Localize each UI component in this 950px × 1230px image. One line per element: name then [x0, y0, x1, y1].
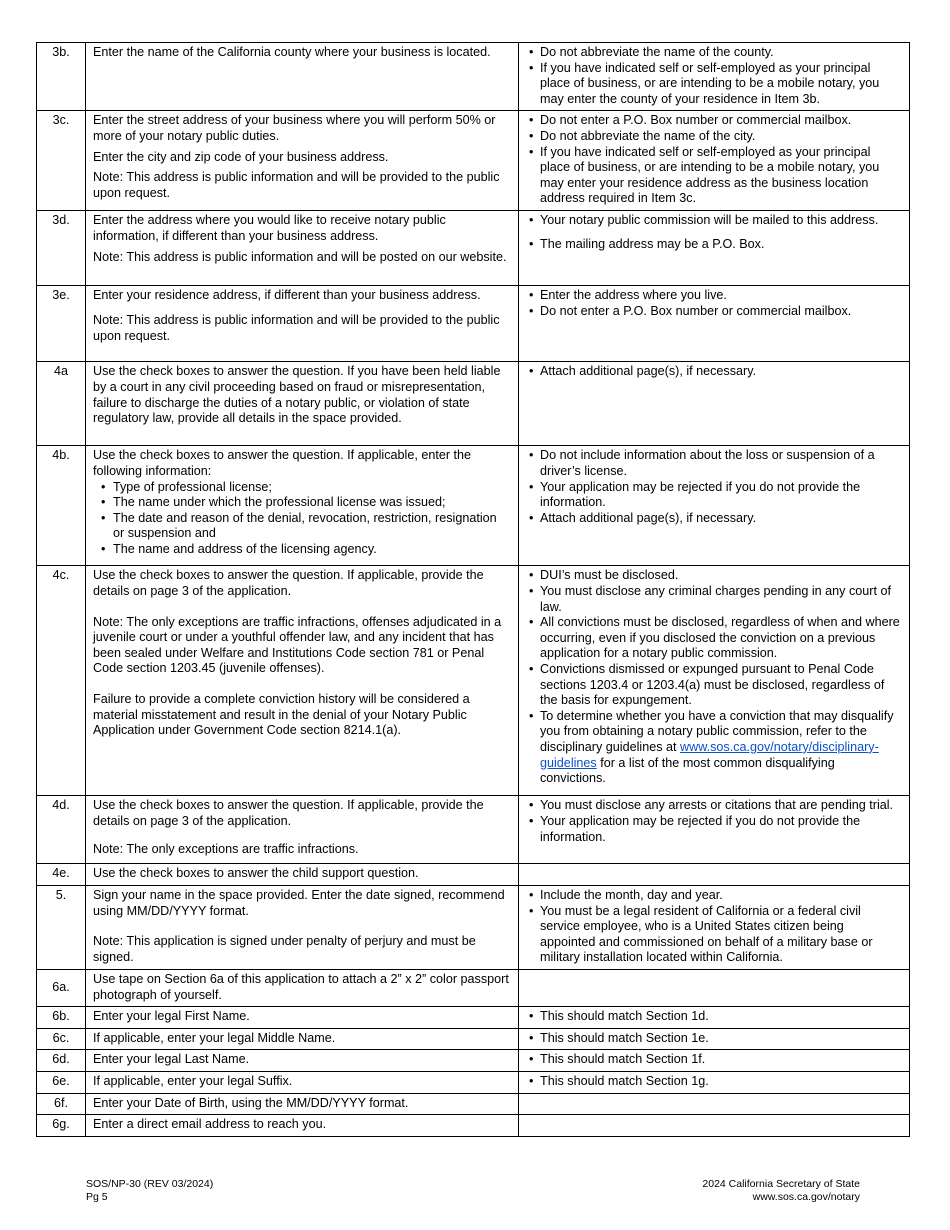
sub-item: • The name and address of the licensing agency. — [93, 542, 511, 558]
item-number: 4c. — [37, 566, 86, 796]
item-number: 3e. — [37, 286, 86, 362]
notes-cell — [519, 111, 910, 211]
instruction-text: Enter the address where you would like to receive notary public information, if different than your business address. — [93, 213, 446, 243]
row-4c — [37, 566, 910, 796]
item-number: 4a — [37, 362, 86, 446]
note-item: • Attach additional page(s), if necessary. — [526, 511, 902, 527]
instructions-cell — [86, 796, 519, 864]
instructions-cell — [86, 969, 519, 1006]
item-number: 6b. — [37, 1007, 86, 1029]
instruction-text: Use the check boxes to answer the question. If you have been held liable by a court in any civil proceeding based on fraud or misrepresentation, failure to discharge the duties of a notary public, or violation of state regulatory law, provide all details in the space provided. — [93, 364, 501, 426]
item-number: 3d. — [37, 211, 86, 286]
notes-cell — [519, 286, 910, 362]
item-number: 6e. — [37, 1071, 86, 1093]
sub-item: • The name under which the professional license was issued; — [93, 495, 511, 511]
website: www.sos.ca.gov/notary — [752, 1191, 860, 1203]
row-6c — [37, 1028, 910, 1050]
instructions-cell — [86, 1007, 519, 1029]
instructions-cell — [86, 211, 519, 286]
form-id: SOS/NP-30 (REV 03/2024) — [86, 1178, 214, 1190]
note-item: • The mailing address may be a P.O. Box. — [526, 237, 902, 253]
instruction-note: Note: The only exceptions are traffic infractions, offenses adjudicated in a juvenile court or under a youthful offender law, and any incident that has been sealed under Welfare and Institutions Code section 781 or Penal Code section 1203.45 (juvenile offenses). — [93, 614, 502, 676]
instruction-text: Enter the street address of your business where you will perform 50% or more of your notary public duties. — [93, 113, 496, 143]
footer-form-info — [86, 1178, 213, 1204]
row-3d — [37, 211, 910, 286]
note-item: • Your notary public commission will be mailed to this address. — [526, 213, 902, 229]
row-6d — [37, 1050, 910, 1072]
note-text: To determine whether you have a conviction that may disqualify you from obtaining a notary public commission, refer to the disciplinary guidelines at — [540, 708, 894, 754]
instruction-text: Use the check boxes to answer the question. If applicable, provide the details on page 3 of the application. — [93, 568, 484, 598]
instructions-cell — [86, 1071, 519, 1093]
row-4d — [37, 796, 910, 864]
instructions-cell — [86, 566, 519, 796]
row-4a — [37, 362, 910, 446]
instruction-note: Note: This address is public information and will be provided to the public upon request. — [93, 312, 500, 343]
row-3c — [37, 111, 910, 211]
notes-cell — [519, 969, 910, 1006]
note-item: • Enter the address where you live. — [526, 288, 902, 304]
row-4e — [37, 864, 910, 886]
page-number: Pg 5 — [86, 1191, 108, 1203]
item-number: 6c. — [37, 1028, 86, 1050]
notes-cell — [519, 362, 910, 446]
notes-cell — [519, 1093, 910, 1115]
instruction-text: Enter your residence address, if different than your business address. — [93, 288, 481, 303]
note-item: • Do not enter a P.O. Box number or commercial mailbox. — [526, 113, 902, 129]
instructions-table — [36, 42, 910, 1137]
note-item: • DUI’s must be disclosed. — [526, 568, 902, 584]
note-item: • Do not abbreviate the name of the county. — [526, 45, 902, 61]
note-item: • Do not include information about the loss or suspension of a driver’s license. — [526, 448, 902, 479]
item-number: 6f. — [37, 1093, 86, 1115]
instruction-text: Enter the name of the California county where your business is located. — [93, 45, 491, 59]
item-number: 4b. — [37, 446, 86, 566]
notes-cell — [519, 211, 910, 286]
note-item: • You must be a legal resident of California or a federal civil service employee, who is a United States citizen being appointed and commissioned on behalf of a military base or military installation located within California. — [526, 904, 902, 966]
item-number: 5. — [37, 885, 86, 969]
note-item: • This should match Section 1e. — [526, 1031, 902, 1047]
instructions-cell — [86, 864, 519, 886]
disciplinary-guidelines-link[interactable]: www.sos.ca.gov/notary/disciplinary-guidelines — [540, 739, 879, 770]
row-6b — [37, 1007, 910, 1029]
notes-cell — [519, 1050, 910, 1072]
instruction-text: Use the check boxes to answer the child support question. — [93, 866, 419, 881]
instruction-text: Enter your legal First Name. — [93, 1009, 250, 1024]
instructions-cell — [86, 1093, 519, 1115]
item-number: 3c. — [37, 111, 86, 211]
item-number: 3b. — [37, 43, 86, 111]
note-text: for a list of the most common disqualifying convictions. — [540, 755, 835, 786]
notes-cell — [519, 1007, 910, 1029]
item-number: 6a. — [37, 969, 86, 1006]
item-number: 4d. — [37, 796, 86, 864]
note-item: • Include the month, day and year. — [526, 888, 902, 904]
row-3e — [37, 286, 910, 362]
note-item: • This should match Section 1f. — [526, 1052, 902, 1068]
note-item: • Your application may be rejected if you do not provide the information. — [526, 480, 902, 511]
sub-item: • Type of professional license; — [93, 480, 511, 496]
instruction-text: Failure to provide a complete conviction history will be considered a material misstatement and result in the denial of your Notary Public Application under Government Code section 8214.1(a). — [93, 691, 470, 738]
note-item: • Do not abbreviate the name of the city. — [526, 129, 902, 145]
note-item: • If you have indicated self or self-employed as your principal place of business, or are intending to be a mobile notary, you may enter your residence address as the business location address required in Item 3c. — [526, 145, 902, 207]
instruction-text: Use the check boxes to answer the question. If applicable, provide the details on page 3 of the application. — [93, 798, 484, 828]
note-item: • All convictions must be disclosed, regardless of when and where occurring, even if you disclosed the conviction on a previous application for a notary public commission. — [526, 615, 902, 662]
instruction-text: Use the check boxes to answer the question. If applicable, enter the following information: — [93, 448, 472, 478]
instructions-cell — [86, 111, 519, 211]
instruction-text: Enter your Date of Birth, using the MM/DD/YYYY format. — [93, 1095, 409, 1110]
footer-publisher — [702, 1178, 860, 1204]
note-item: • If you have indicated self or self-employed as your principal place of business, or are intending to be a mobile notary, you may enter the county of your residence in Item 3b. — [526, 61, 902, 108]
instruction-text: Enter your legal Last Name. — [93, 1052, 250, 1067]
row-3b — [37, 43, 910, 111]
note-item: • Do not enter a P.O. Box number or commercial mailbox. — [526, 304, 902, 320]
row-4b — [37, 446, 910, 566]
notes-cell — [519, 566, 910, 796]
instructions-cell — [86, 43, 519, 111]
instructions-cell — [86, 1050, 519, 1072]
note-item: • This should match Section 1g. — [526, 1074, 902, 1090]
notes-cell — [519, 885, 910, 969]
instructions-cell — [86, 885, 519, 969]
item-number: 6d. — [37, 1050, 86, 1072]
instruction-text: Enter the city and zip code of your business address. — [93, 149, 389, 164]
notes-cell — [519, 1115, 910, 1137]
row-6g — [37, 1115, 910, 1137]
instructions-cell — [86, 1115, 519, 1137]
instructions-cell — [86, 446, 519, 566]
row-6e — [37, 1071, 910, 1093]
note-item: • Convictions dismissed or expunged pursuant to Penal Code sections 1203.4 or 1203.4(a) must be disclosed, regardless of the basis for expungement. — [526, 662, 902, 709]
instruction-text: Use tape on Section 6a of this application to attach a 2” x 2” color passport photograph of yourself. — [93, 971, 509, 1002]
notes-cell — [519, 864, 910, 886]
instruction-note: Note: This address is public information and will be posted on our website. — [93, 249, 507, 264]
note-item: • You must disclose any arrests or citations that are pending trial. — [526, 798, 902, 814]
item-number: 4e. — [37, 864, 86, 886]
instruction-note: Note: This address is public information and will be provided to the public upon request. — [93, 170, 500, 200]
notes-cell — [519, 43, 910, 111]
instructions-cell — [86, 286, 519, 362]
row-5 — [37, 885, 910, 969]
notes-cell — [519, 1028, 910, 1050]
instructions-cell — [86, 1028, 519, 1050]
notes-cell — [519, 796, 910, 864]
notes-cell — [519, 446, 910, 566]
sub-item: • The date and reason of the denial, revocation, restriction, resignation or suspension and — [93, 511, 511, 542]
note-item: • Attach additional page(s), if necessary. — [526, 364, 902, 380]
copyright: 2024 California Secretary of State — [702, 1178, 860, 1190]
note-item: • Your application may be rejected if you do not provide the information. — [526, 814, 902, 845]
instruction-text: Enter a direct email address to reach you. — [93, 1117, 327, 1132]
instruction-text: Sign your name in the space provided. Enter the date signed, recommend using MM/DD/YYYY format. — [93, 887, 505, 918]
instruction-text: If applicable, enter your legal Middle Name. — [93, 1030, 336, 1045]
note-item: • This should match Section 1d. — [526, 1009, 902, 1025]
instructions-cell — [86, 362, 519, 446]
row-6a — [37, 969, 910, 1006]
instruction-text: If applicable, enter your legal Suffix. — [93, 1073, 293, 1088]
note-item: • You must disclose any criminal charges pending in any court of law. — [526, 584, 902, 615]
row-6f — [37, 1093, 910, 1115]
notes-cell — [519, 1071, 910, 1093]
item-number: 6g. — [37, 1115, 86, 1137]
instruction-note: Note: The only exceptions are traffic infractions. — [93, 841, 359, 856]
instruction-note: Note: This application is signed under penalty of perjury and must be signed. — [93, 934, 476, 964]
note-item-with-link — [526, 709, 902, 787]
